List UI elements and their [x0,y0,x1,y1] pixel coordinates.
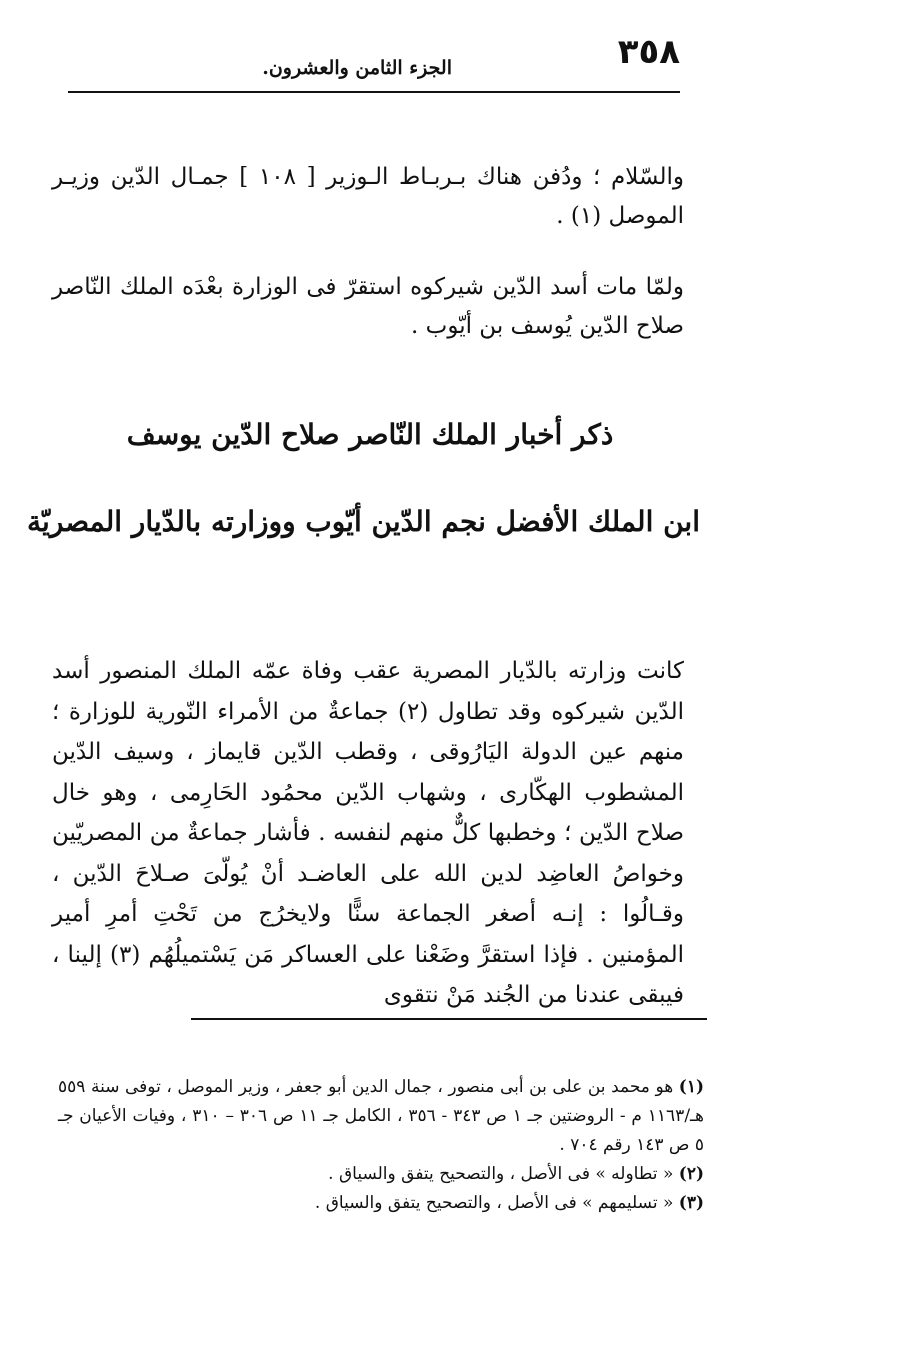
paragraph-vizierate: كانت وزارته بالدّيار المصرية عقب وفاة عمّه الملك المنصور أسد الدّين شيركوه وقد تطاول (٢) جماعةٌ من الأمراء النّورية للوزارة ؛ منهم عين الدولة اليَارُوقى ، وقطب الدّين قايماز ، وسيف الدّين المشطوب الهكّارى ، وشهاب الدّين محمُود الحَارِمى ، وهو خال صلاح الدّين ؛ وخطبها كلٌّ منهم لنفسه . فأشار جماعةٌ من المصريّين وخواصُ العاضِد لدين الله على العاضـد أنْ يُولّىَ صـلاحَ الدّين ، وقـالُوا : إنـه أصغر الجماعة سنًّا ولايخرُج من تَحْتِ أمرِ أمير المؤمنين . فإذا استقرَّ وضَعْنا على العساكر مَن يَسْتميلُهُم (٣) إلينا ، فيبقى عندنا من الجُند مَنْ نتقوى [52,658,685,1008]
footnotes [58,1073,704,1218]
footnote-number: (٣) [678,1193,704,1213]
footnote-text: هو محمد بن على بن أبى منصور ، جمال الدين أبو جعفر ، وزير الموصل ، توفى سنة ٥٥٩ هـ/١١٦٣ م - الروضتين جـ ١ ص ٣٤٣ - ٣٥٦ ، الكامل جـ ١١ ص ٣٠٦ – ٣١٠ ، وفيات الأعيان جـ ٥ ص ١٤٣ رقم ٧٠٤ . [58,1077,704,1155]
page-header [68,30,680,94]
footnote [58,1189,704,1218]
page-number: ٣٥٨ [617,32,680,72]
footnote [58,1160,704,1189]
footnote-text: « تسليمهم » فى الأصل ، والتصحيح يتفق والسياق . [314,1193,674,1213]
header-rule [68,91,680,93]
paragraph-burial: والسّلام ؛ ودُفن هناك بـربـاط الـوزير [ ١٠٨ ] جمـال الدّين وزيـر الموصل (١) . [52,164,684,229]
running-head: الجزء الثامن والعشرون. [262,57,452,79]
footnote [58,1073,704,1160]
section-heading-line-2: ابن الملك الأفضل نجم الدّين أيّوب ووزارته بالدّيار المصريّة [27,505,700,538]
footnote-number: (١) [678,1077,704,1097]
footnote-separator [191,1018,707,1020]
section-heading-line-1: ذكر أخبار الملك النّاصر صلاح الدّين يوسف [126,418,614,451]
footnote-text: « تطاوله » فى الأصل ، والتصحيح يتفق والسياق . [328,1164,674,1184]
paragraph-succession: ولمّا مات أسد الدّين شيركوه استقرّ فى الوزارة بعْدَه الملك النّاصر صلاح الدّين يُوسف بن أيّوب . [52,274,684,339]
footnote-number: (٢) [678,1164,704,1184]
